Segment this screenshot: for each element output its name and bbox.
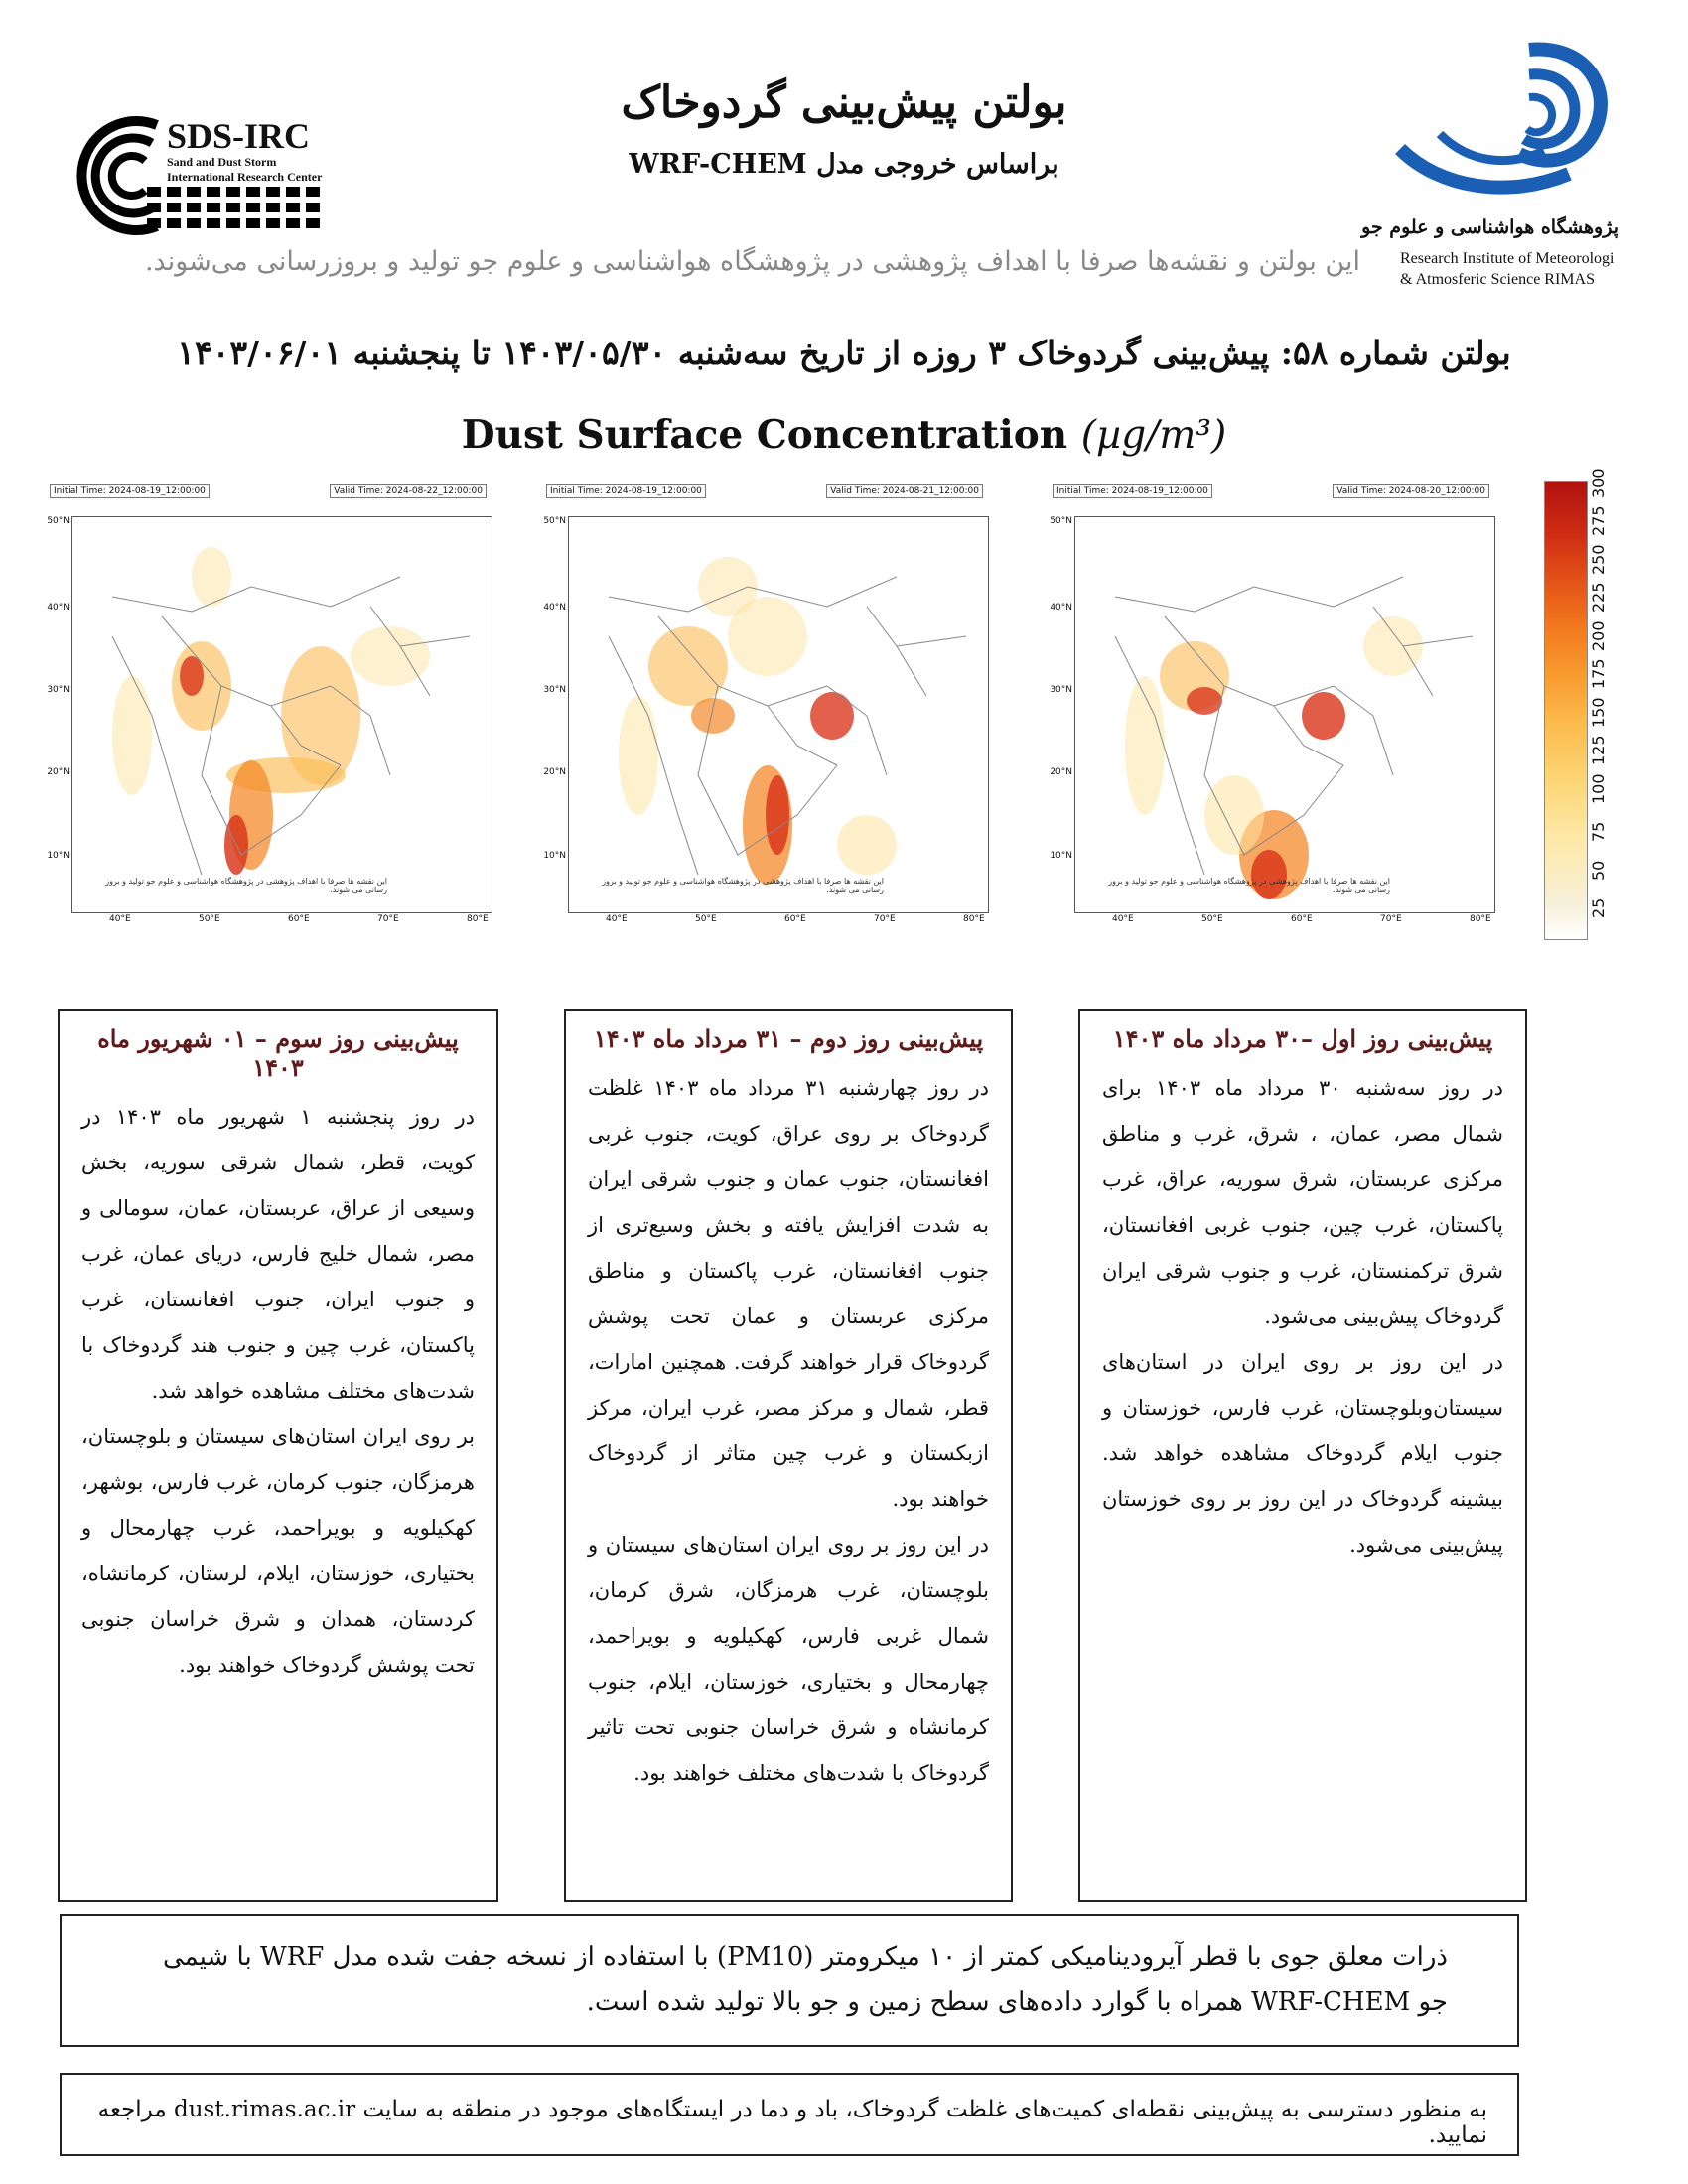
longitude-label: 60°E	[288, 914, 310, 924]
disclaimer-text: این بولتن و نقشه‌ها صرفا با اهداف پژوهشی در پژوهشگاه هواشناسی و علوم جو تولید و بروزرسانی می‌شوند.	[144, 246, 1360, 277]
longitude-label: 70°E	[1380, 914, 1402, 924]
longitude-label: 80°E	[1470, 914, 1491, 924]
map-note: این نقشه ها صرفا با اهداف پژوهشی در پژوهشگاه هواشناسی و علوم جو تولید و بروز رسانی می شوند.	[1108, 877, 1390, 894]
forecast-day3-title: پیش‌بینی روز سوم – ۰۱ شهریور ماه ۱۴۰۳	[97, 1024, 459, 1082]
forecast-day1-title: پیش‌بینی روز اول –۳۰ مرداد ماه ۱۴۰۳	[1112, 1024, 1493, 1053]
rimas-english-name-1: Research Institute of Meteorologi	[1400, 250, 1615, 267]
latitude-label: 40°N	[543, 603, 566, 613]
pm10-note-text: ذرات معلق جوی با قطر آیرودینامیکی کمتر از ۱۰ میکرومتر (PM10) با استفاده از نسخه جفت شده مدل WRF با شیمی جو WRF-CHEM همراه با گوارد داده‌های سطح زمین و جو بالا تولید شده است.	[162, 1942, 1448, 2017]
forecast-day2-title: پیش‌بینی روز دوم – ۳۱ مرداد ماه ۱۴۰۳	[593, 1024, 984, 1053]
colorbar-tick-label: 75	[1589, 821, 1608, 842]
initial-time-label: Initial Time: 2024-08-19_12:00:00	[546, 484, 706, 498]
initial-time-label: Initial Time: 2024-08-19_12:00:00	[50, 484, 210, 498]
colorbar-tick-label: 125	[1589, 735, 1608, 765]
latitude-label: 30°N	[1050, 685, 1072, 695]
sds-irc-name: SDS-IRC	[167, 116, 311, 156]
forecast-box-day1	[1078, 1009, 1527, 1902]
forecast-day2-paragraph-1: در روز چهارشنبه ۳۱ مرداد ماه ۱۴۰۳ غلظت گردوخاک بر روی عراق، کویت، جنوب غربی افغانستان، جنوب عمان و جنوب شرقی ایران به شدت افزایش یافته و بخش وسیع‌تری از جنوب افغانستان، غرب پاکستان و مناطق مرکزی عربستان و عمان تحت پوشش گردوخاک قرار خواهند گرفت. همچنین امارات، قطر، شمال و مرکز مصر، غرب ایران، مرکز ازبکستان و غرب چین متاثر از گردوخاک خواهند بود.	[588, 1076, 989, 1511]
longitude-label: 60°E	[1291, 914, 1313, 924]
longitude-label: 70°E	[377, 914, 399, 924]
dust-field	[112, 547, 430, 875]
forecast-day1-paragraph-2: در این روز بر روی ایران در استان‌های سیستان‌وبلوچستان، غرب فارس، خوزستان و جنوب ایلام گردوخاک مشاهده خواهد شد. بیشینه گردوخاک در این روز بر روی خوزستان پیش‌بینی می‌شود.	[1102, 1350, 1503, 1557]
dust-map	[568, 516, 989, 913]
colorbar-tick-label: 250	[1589, 543, 1608, 575]
forecast-day1-paragraph-1: در روز سه‌شنبه ۳۰ مرداد ماه ۱۴۰۳ برای شمال مصر، عمان، ، شرق، غرب و مناطق مرکزی عربستان، شرق سوریه، عراق، غرب پاکستان، غرب چین، جنوب غربی افغانستان، شرق ترکمنستان، غرب و جنوب شرقی ایران گردوخاک پیش‌بینی می‌شود.	[1102, 1076, 1503, 1328]
latitude-label: 10°N	[1050, 851, 1072, 861]
colorbar-tick-label: 175	[1589, 658, 1608, 689]
colorbar-tick-label: 275	[1589, 505, 1608, 536]
colorbar-tick-label: 50	[1589, 860, 1608, 881]
rimas-english-name-2: & Atmosferic Science RIMAS	[1400, 271, 1595, 288]
colorbar-tick-label: 225	[1589, 582, 1608, 613]
colorbar-tick-label: 200	[1589, 619, 1608, 651]
website-note-box	[60, 2073, 1519, 2156]
website-note-text: به منظور دسترسی به پیش‌بینی نقطه‌ای کمیت‌های غلظت گردوخاک، باد و دما در ایستگاه‌های موجود در منطقه به سایت dust.rimas.ac.ir مراجعه نمایید.	[97, 2097, 1487, 2148]
longitude-label: 80°E	[467, 914, 489, 924]
longitude-label: 70°E	[874, 914, 896, 924]
bulletin-title: بولتن پیش‌بینی گردوخاک	[621, 77, 1067, 128]
dust-map	[71, 516, 492, 913]
map-panel-day2	[543, 477, 993, 963]
forecast-day3-paragraph-1: در روز پنجشنبه ۱ شهریور ماه ۱۴۰۳ در کویت، قطر، شمال شرقی سوریه، بخش وسیعی از عراق، عربستان، عمان، سومالی و مصر، شمال خلیج فارس، دریای عمان، غرب و جنوب ایران، جنوب افغانستان، غرب پاکستان، غرب چین و جنوب هند گردوخاک با شدت‌های مختلف مشاهده خواهد شد.	[81, 1105, 475, 1403]
latitude-label: 40°N	[1050, 603, 1072, 613]
forecast-box-day2	[564, 1009, 1013, 1902]
concentration-title-text: Dust Surface Concentration	[461, 412, 1068, 458]
longitude-label: 80°E	[963, 914, 985, 924]
colorbar-ticks	[1589, 467, 1618, 938]
latitude-label: 20°N	[543, 767, 566, 777]
latitude-label: 50°N	[47, 516, 70, 526]
bulletin-subtitle: براساس خروجی مدل WRF-CHEM	[629, 149, 1059, 180]
rimas-persian-name: پژوهشگاه هواشناسی و علوم جو	[1361, 216, 1618, 238]
latitude-label: 30°N	[47, 685, 70, 695]
forecast-day2-paragraph-2: در این روز بر روی ایران استان‌های سیستان و بلوچستان، غرب هرمزگان، شرق کرمان، شمال غربی فارس، کهکیلویه و بویراحمد، چهارمحال و بختیاری، خوزستان، ایلام، جنوب کرمانشاه و شرق خراسان جنوبی تحت تاثیر گردوخاک با شدت‌های مختلف خواهند بود.	[588, 1533, 989, 1785]
valid-time-label: Valid Time: 2024-08-22_12:00:00	[330, 484, 487, 498]
bulletin-number-heading: بولتن شماره ۵۸: پیش‌بینی گردوخاک ۳ روزه از تاریخ سه‌شنبه ۱۴۰۳/۰۵/۳۰ تا پنجشنبه ۱۴۰۳/۰۶/۰۱	[177, 334, 1511, 372]
longitude-label: 50°E	[695, 914, 717, 924]
longitude-label: 40°E	[1112, 914, 1134, 924]
map-panel-day1	[1050, 477, 1499, 963]
colorbar-tick-label: 100	[1589, 772, 1608, 804]
sds-irc-subtitle-1: Sand and Dust Storm	[167, 155, 277, 169]
longitude-label: 60°E	[784, 914, 806, 924]
sds-irc-subtitle-2: International Research Center	[167, 170, 323, 184]
longitude-label: 40°E	[606, 914, 628, 924]
latitude-label: 10°N	[543, 851, 566, 861]
forecast-box-day3	[58, 1009, 498, 1902]
longitude-label: 40°E	[109, 914, 131, 924]
latitude-label: 20°N	[1050, 767, 1072, 777]
latitude-label: 10°N	[47, 851, 70, 861]
valid-time-label: Valid Time: 2024-08-21_12:00:00	[826, 484, 983, 498]
concentration-unit: (µg/m³)	[1080, 413, 1227, 458]
initial-time-label: Initial Time: 2024-08-19_12:00:00	[1053, 484, 1212, 498]
colorbar-tick-label: 300	[1589, 467, 1608, 498]
pm10-note-box	[60, 1914, 1519, 2047]
forecast-day3-paragraph-2: بر روی ایران استان‌های سیستان و بلوچستان، هرمزگان، جنوب کرمان، غرب فارس، بوشهر، کهکیلویه و بویراحمد، غرب چهارمحال و بختیاری، خوزستان، ایلام، لرستان، کرمانشاه، کردستان، همدان و شرق خراسان جنوبی تحت پوشش گردوخاک خواهند بود.	[81, 1425, 475, 1677]
latitude-label: 20°N	[47, 767, 70, 777]
latitude-label: 50°N	[543, 516, 566, 526]
map-note: این نقشه ها صرفا با اهداف پژوهشی در پژوهشگاه هواشناسی و علوم جو تولید و بروز رسانی می شوند.	[602, 877, 884, 894]
latitude-label: 30°N	[543, 685, 566, 695]
colorbar	[1544, 481, 1588, 940]
dust-field	[1125, 616, 1423, 899]
longitude-label: 50°E	[1201, 914, 1223, 924]
longitude-label: 50°E	[199, 914, 220, 924]
latitude-label: 50°N	[1050, 516, 1072, 526]
concentration-title	[0, 412, 1688, 458]
colorbar-tick-label: 25	[1589, 897, 1608, 918]
dust-map	[1074, 516, 1495, 913]
map-panel-day3	[47, 477, 496, 963]
colorbar-tick-label: 150	[1589, 696, 1608, 728]
latitude-label: 40°N	[47, 603, 70, 613]
map-note: این نقشه ها صرفا با اهداف پژوهشی در پژوهشگاه هواشناسی و علوم جو تولید و بروز رسانی می شوند.	[105, 877, 387, 894]
valid-time-label: Valid Time: 2024-08-20_12:00:00	[1333, 484, 1489, 498]
